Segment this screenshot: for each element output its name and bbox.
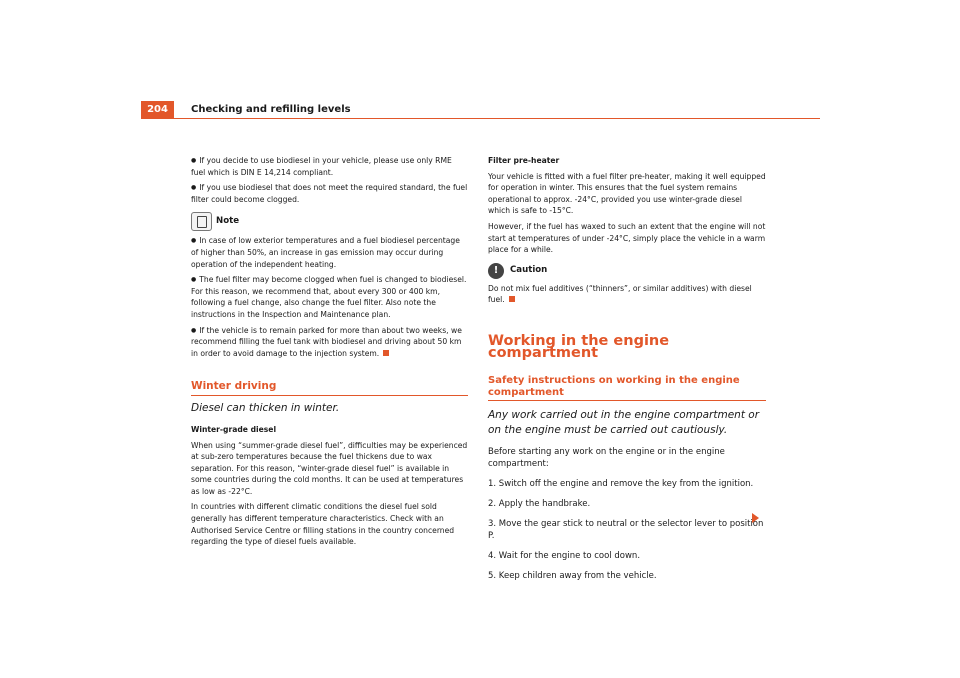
subheading: Winter-grade diesel [191, 424, 277, 434]
note-icon [191, 212, 212, 231]
caution-paragraph [488, 283, 766, 306]
header-rule [141, 118, 820, 119]
step-item: 3. Move the gear stick to neutral or the selector lever to position P. [488, 519, 764, 542]
chapter-heading: Working in the engine compartment [488, 332, 670, 361]
right-column [488, 155, 766, 590]
paragraph: In countries with different climatic conditions the diesel fuel sold generally has different temperature characteristics. Check with an Authorised Service Centre or filling stations in the country concerned regarding the type of diesel fuels available. [191, 502, 455, 547]
left-column [191, 155, 468, 552]
section-lead: Diesel can thicken in winter. [191, 401, 340, 414]
page-header [141, 101, 820, 118]
note-bullet: ● The fuel filter may become clogged when fuel is changed to biodiesel. For this reason, we recommend that, about every 300 or 400 km, following a fuel change, also change the fuel filter. Also note the instructions in the Inspection and Maintenance plan. [191, 274, 468, 320]
section-lead: Any work carried out in the engine compartment or on the engine must be carried out cautiously. [488, 409, 760, 436]
paragraph: Your vehicle is fitted with a fuel filter pre-heater, making it well equipped for operation in winter. This ensures that the fuel system remains operational to approx. -24°C, provided you use winter-grade diesel which is safe to -15°C. [488, 171, 766, 216]
step-item: 5. Keep children away from the vehicle. [488, 571, 657, 582]
caution-icon: ! [488, 263, 504, 279]
step-item: 4. Wait for the engine to cool down. [488, 551, 641, 562]
caution-text: Do not mix fuel additives (“thinners”, or similar additives) with diesel fuel. [488, 283, 752, 305]
section-heading: Winter driving [191, 381, 468, 396]
note-label: Note [216, 216, 240, 227]
subheading: Filter pre-heater [488, 156, 560, 165]
step-item: 1. Switch off the engine and remove the key from the ignition. [488, 479, 754, 490]
continue-arrow-icon [752, 513, 759, 523]
end-of-section-mark [383, 350, 389, 356]
page-number: 204 [141, 101, 174, 118]
bullet-item: ● If you use biodiesel that does not meet the required standard, the fuel filter could become clogged. [191, 182, 468, 205]
end-of-section-mark [509, 296, 515, 302]
note-bullet: ● In case of low exterior temperatures and a fuel biodiesel percentage of higher than 50%, an increase in gas emission may occur during operation of the independent heating. [191, 235, 468, 270]
step-item: 2. Apply the handbrake. [488, 499, 591, 510]
intro-paragraph: Before starting any work on the engine or in the engine compartment: [488, 447, 725, 470]
paragraph: However, if the fuel has waxed to such an extent that the engine will not start at temperatures of under -24°C, simply place the vehicle in a warm place for a while. [488, 221, 766, 255]
note-bullet-text: ● If the vehicle is to remain parked for more than about two weeks, we recommend filling the fuel tank with biodiesel and driving about 50 km in order to avoid damage to the injection system. [191, 326, 462, 358]
bullet-item: ● If you decide to use biodiesel in your vehicle, please use only RME fuel which is DIN E 14,214 compliant. [191, 155, 468, 178]
section-heading: Safety instructions on working in the engine compartment [488, 375, 766, 401]
caution-heading [488, 263, 766, 279]
caution-label: Caution [510, 264, 548, 275]
note-bullet-last [191, 325, 468, 360]
header-title: Checking and refilling levels [191, 104, 351, 115]
paragraph: When using “summer-grade diesel fuel”, difficulties may be experienced at sub-zero temperatures because the fuel thickens due to wax separation. For this reason, “winter-grade diesel fuel” is available in some countries during the cold months. It can be used at temperatures as low as -22°C. [191, 440, 468, 496]
note-heading [191, 212, 468, 231]
